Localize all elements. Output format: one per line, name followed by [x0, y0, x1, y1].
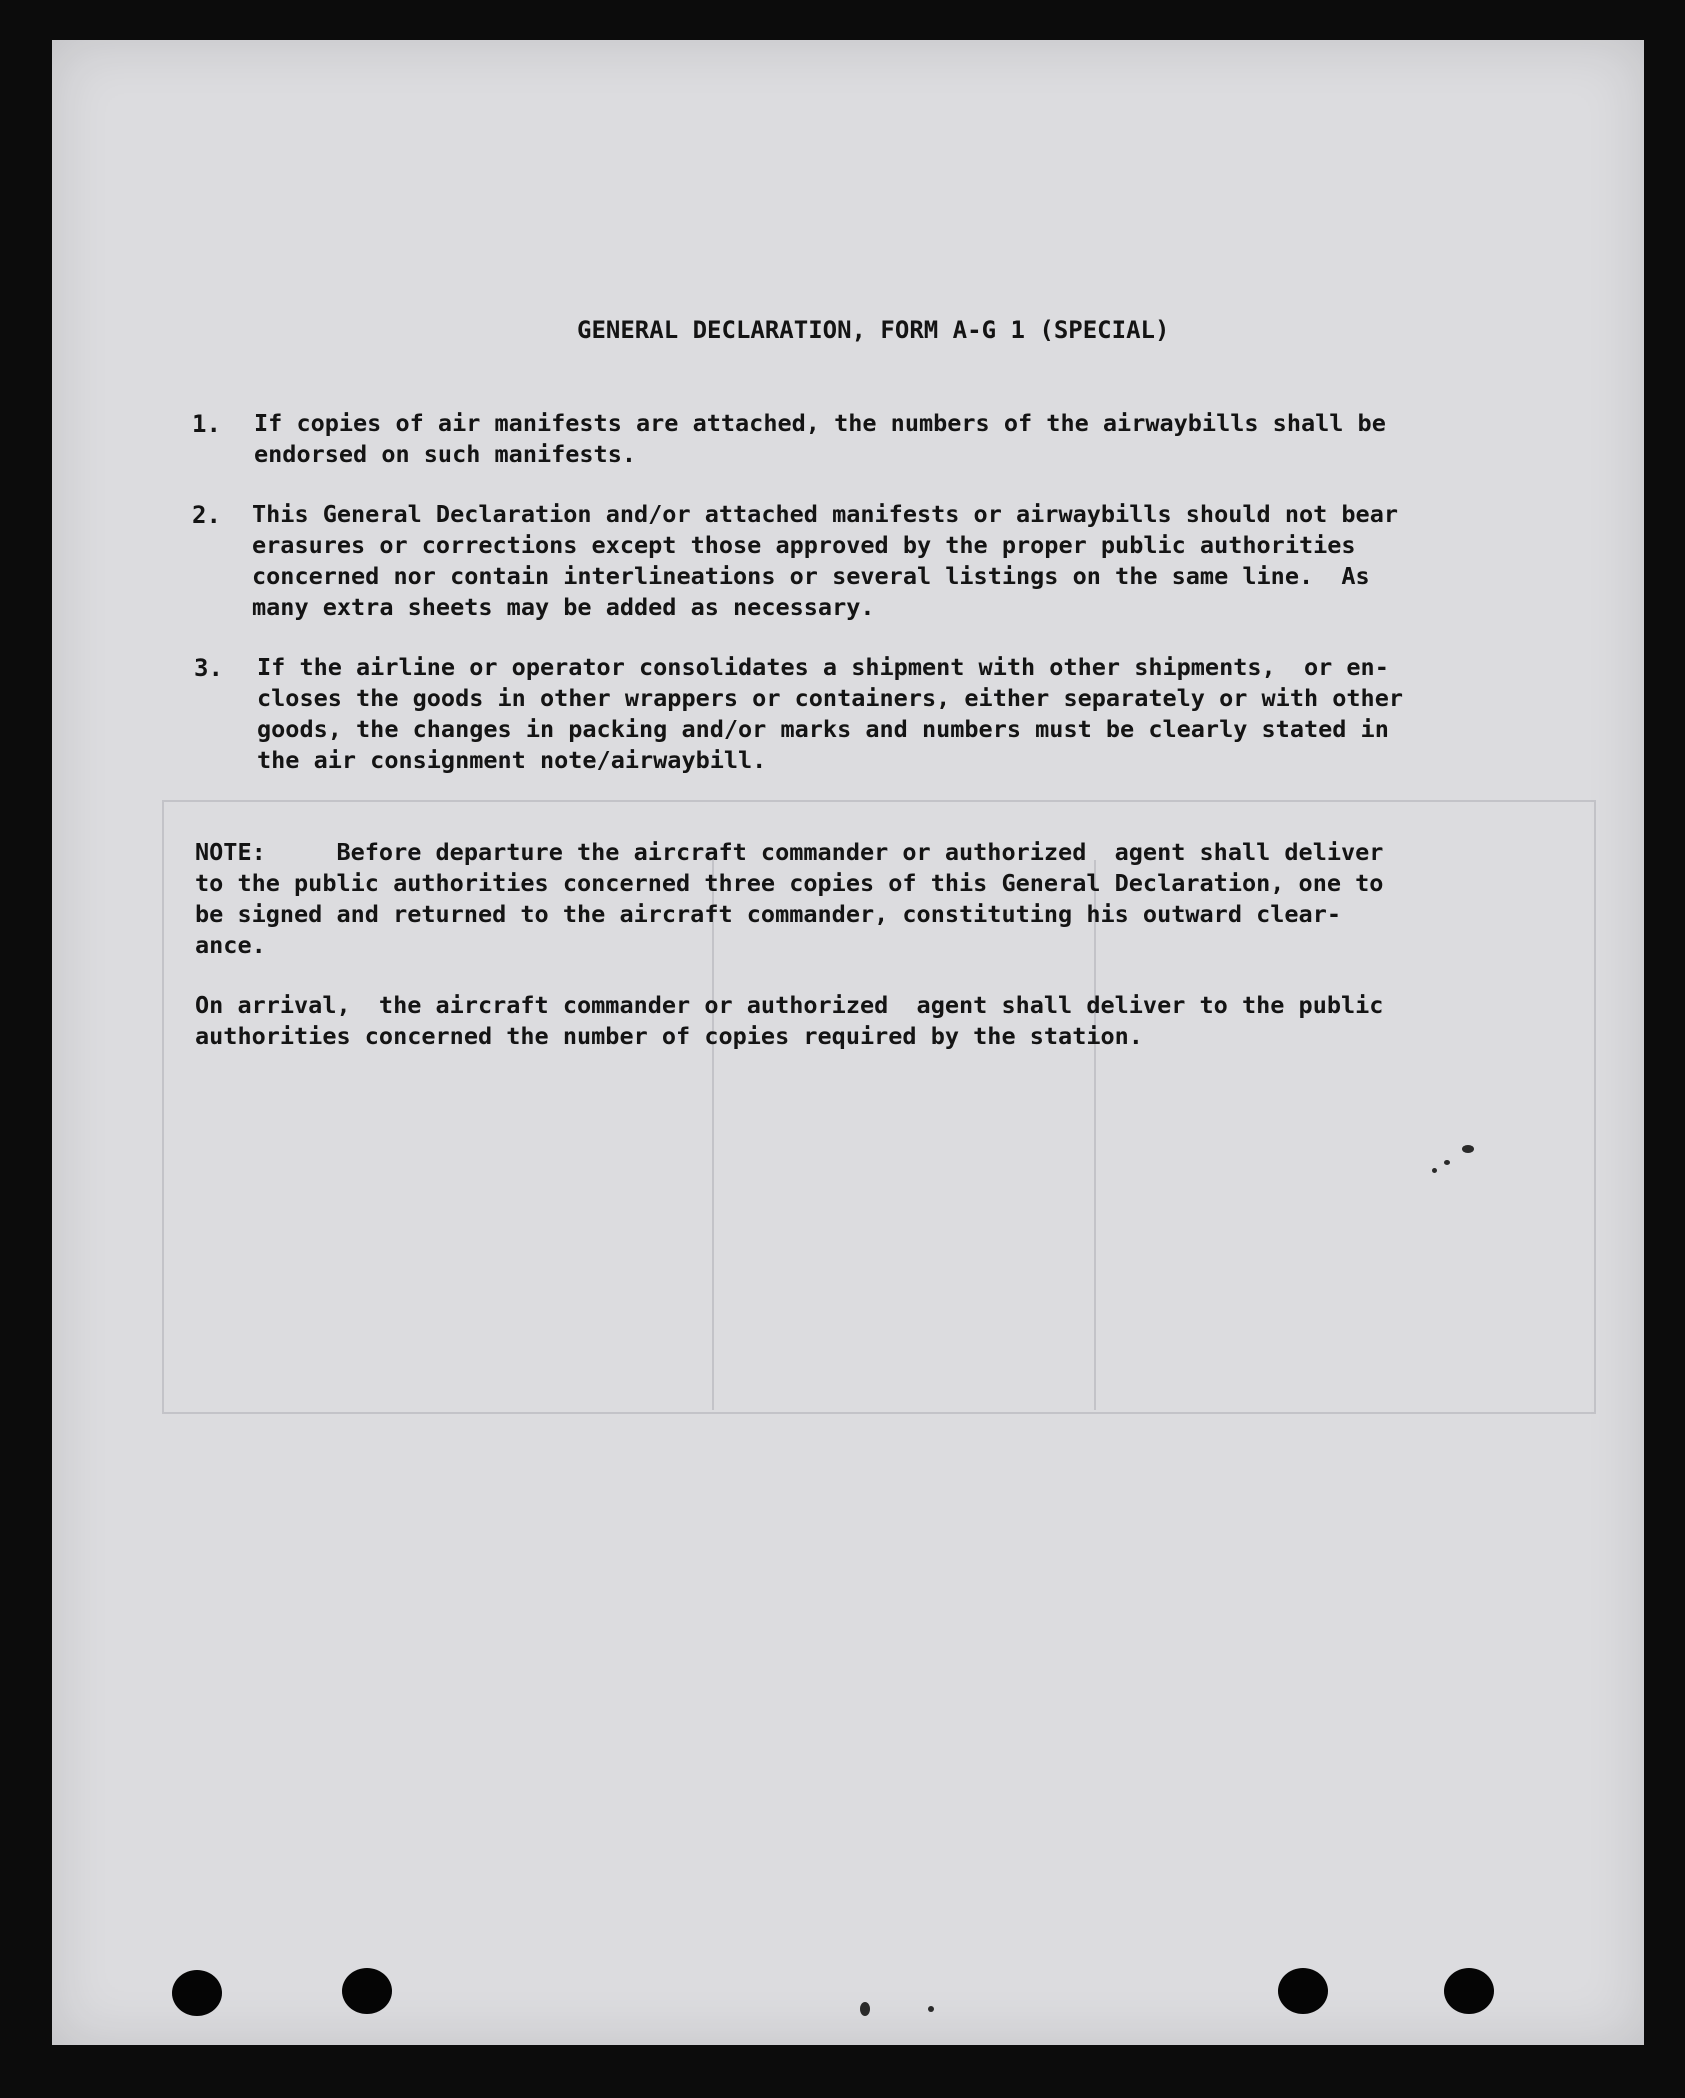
item-2-text — [252, 499, 1398, 623]
ink-speck — [1462, 1145, 1474, 1153]
text-line: goods, the changes in packing and/or marks and numbers must be clearly stated in — [257, 715, 1389, 743]
note-paragraph — [195, 837, 1383, 961]
text-line: On arrival, the aircraft commander or authorized agent shall deliver to the public — [195, 991, 1384, 1019]
text-line: the air consignment note/airwaybill. — [257, 746, 767, 774]
punch-hole — [172, 1970, 222, 2016]
punch-hole — [1278, 1968, 1328, 2014]
ink-speck — [860, 2002, 870, 2016]
text-line: ance. — [195, 931, 266, 959]
ink-speck — [1432, 1168, 1437, 1173]
text-line: If the airline or operator consolidates a shipment with other shipments, or en- — [257, 653, 1389, 681]
item-3-text — [257, 652, 1403, 776]
item-number: 3. — [194, 654, 223, 682]
text-line: erasures or corrections except those approved by the proper public authorities — [252, 531, 1356, 559]
text-line: to the public authorities concerned three copies of this General Declaration, one to — [195, 869, 1384, 897]
text-line: authorities concerned the number of copies required by the station. — [195, 1022, 1143, 1050]
punch-hole — [1444, 1968, 1494, 2014]
text-line: closes the goods in other wrappers or containers, either separately or with other — [257, 684, 1404, 712]
punch-hole — [342, 1968, 392, 2014]
ink-speck — [1444, 1160, 1450, 1165]
document-page — [52, 40, 1644, 2045]
text-line: NOTE: Before departure the aircraft commander or authorized agent shall deliver — [195, 838, 1384, 866]
text-line: concerned nor contain interlineations or several listings on the same line. As — [252, 562, 1370, 590]
item-1-text — [254, 408, 1386, 470]
page-title: GENERAL DECLARATION, FORM A-G 1 (SPECIAL) — [577, 316, 1170, 344]
arrival-paragraph — [195, 990, 1383, 1052]
text-line: be signed and returned to the aircraft commander, constituting his outward clear- — [195, 900, 1342, 928]
text-line: This General Declaration and/or attached manifests or airwaybills should not bear — [252, 500, 1399, 528]
text-line: endorsed on such manifests. — [254, 440, 637, 468]
ink-speck — [928, 2006, 934, 2012]
item-number: 2. — [192, 501, 221, 529]
item-number: 1. — [192, 410, 221, 438]
text-line: many extra sheets may be added as necessary. — [252, 593, 875, 621]
text-line: If copies of air manifests are attached, the numbers of the airwaybills shall be — [254, 409, 1386, 437]
